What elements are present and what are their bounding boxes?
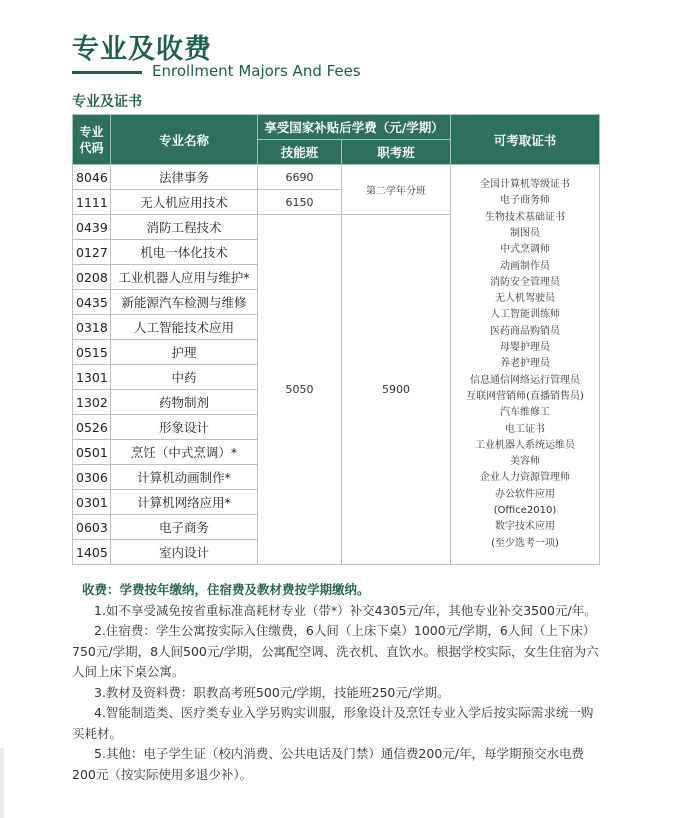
certificate-item: 母婴护理员: [500, 342, 551, 354]
skill-fee: 6690: [258, 165, 342, 190]
fee-note-item: 5.其他：电子学生证（校内消费、公共电话及门禁）通信费200元/年，每学期预交水电费200元（按实际使用多退少补）。: [72, 746, 584, 782]
header-exam-class: 职考班: [342, 140, 451, 165]
major-code: 0127: [73, 240, 111, 265]
major-code: 0301: [73, 490, 111, 515]
certificate-item: 汽车维修工: [500, 407, 551, 419]
major-code: 0435: [73, 290, 111, 315]
certificate-item: 生物技术基础证书: [485, 211, 566, 223]
major-code: 0439: [73, 215, 111, 240]
major-name: 消防工程技术: [111, 215, 258, 240]
certificate-item: 人工智能训练师: [490, 309, 561, 321]
certificate-item: 企业人力资源管理师: [480, 472, 571, 484]
certificate-item: 电子商务师: [500, 195, 551, 207]
major-name: 电子商务: [111, 515, 258, 540]
fee-note-item: 2.住宿费：学生公寓按实际入住缴费，6人间（上床下桌）1000元/学期，6人间（上下床）750元/学期，8人间500元/学期，公寓配空调、洗衣机、直饮水。根据学校实际，女生住宿为六人间上床下桌公寓。: [72, 623, 599, 679]
exam-class-note: 第二学年分班: [342, 165, 451, 215]
certificate-item: 消防安全管理员: [490, 276, 561, 288]
major-name: 工业机器人应用与维护*: [111, 265, 258, 290]
page-edge-decoration: [0, 748, 4, 818]
skill-fee-common: 5050: [258, 215, 342, 565]
major-code: 0501: [73, 440, 111, 465]
header-certificates: 可考取证书: [451, 115, 600, 165]
certificate-item: 养老护理员: [500, 358, 551, 370]
certificate-item: 动画制作员: [500, 260, 551, 272]
fee-note-item: 4.智能制造类、医疗类专业入学另购实训服，形象设计及烹饪专业入学后按实际需求统一购买耗材。: [72, 705, 594, 741]
major-code: 0318: [73, 315, 111, 340]
certificate-item: (至少选考一项): [491, 537, 559, 549]
major-code: 1302: [73, 390, 111, 415]
major-name: 药物制剂: [111, 390, 258, 415]
major-code: 0526: [73, 415, 111, 440]
fee-notes-title: 收费：学费按年缴纳，住宿费及教材费按学期缴纳。: [82, 582, 370, 597]
certificate-item: 美容师: [510, 456, 541, 468]
major-name: 计算机网络应用*: [111, 490, 258, 515]
major-name: 烹饪（中式烹调）*: [111, 440, 258, 465]
certificate-item: 全国计算机等级证书: [480, 179, 571, 191]
major-code: 1301: [73, 365, 111, 390]
certificate-item: 工业机器人系统运维员: [475, 439, 576, 451]
page-title: 专业及收费: [72, 34, 212, 65]
header-fee-group: 享受国家补贴后学费（元/学期）: [258, 115, 451, 140]
header-code: 专业代码: [73, 115, 111, 165]
certificate-item: 信息通信网络运行管理员: [470, 374, 581, 386]
certificate-item: 互联网营销师(直播销售员): [466, 390, 584, 402]
major-name: 护理: [111, 340, 258, 365]
certificate-item: 电工证书: [505, 423, 546, 435]
major-code: 0603: [73, 515, 111, 540]
certificate-item: 中式烹调师: [500, 244, 551, 256]
fee-note-item: 1.如不享受减免按省重标准高耗材专业（带*）补交4305元/年，其他专业补交3500元/年。: [94, 602, 597, 618]
section-subtitle: 专业及证书: [72, 94, 142, 110]
major-name: 人工智能技术应用: [111, 315, 258, 340]
major-name: 室内设计: [111, 540, 258, 565]
fee-notes: [72, 580, 602, 785]
certificate-item: 数字技术应用: [495, 521, 556, 533]
major-name: 无人机应用技术: [111, 190, 258, 215]
header-name: 专业名称: [111, 115, 258, 165]
major-name: 机电一体化技术: [111, 240, 258, 265]
certificate-item: 办公软件应用: [495, 488, 556, 500]
header-skill-class: 技能班: [258, 140, 342, 165]
table-row: [73, 165, 600, 190]
major-name: 形象设计: [111, 415, 258, 440]
certificate-item: 无人机驾驶员: [495, 293, 556, 305]
fee-note-item: 3.教材及资料费：职教高考班500元/学期，技能班250元/学期。: [94, 684, 450, 700]
major-name: 新能源汽车检测与维修: [111, 290, 258, 315]
majors-fees-table: [72, 114, 600, 565]
skill-fee: 6150: [258, 190, 342, 215]
certificate-item: (Office2010): [493, 505, 557, 517]
major-code: 8046: [73, 165, 111, 190]
major-name: 计算机动画制作*: [111, 465, 258, 490]
major-code: 0208: [73, 265, 111, 290]
page-title-english: Enrollment Majors And Fees: [152, 62, 361, 80]
exam-fee-common: 5900: [342, 215, 451, 565]
major-name: 中药: [111, 365, 258, 390]
major-code: 1111: [73, 190, 111, 215]
title-underline: [72, 71, 142, 74]
certificates-cell: [451, 165, 600, 565]
certificate-item: 医药商品购销员: [490, 325, 561, 337]
certificate-item: 制图员: [510, 227, 541, 239]
major-code: 1405: [73, 540, 111, 565]
major-code: 0515: [73, 340, 111, 365]
major-name: 法律事务: [111, 165, 258, 190]
major-code: 0306: [73, 465, 111, 490]
